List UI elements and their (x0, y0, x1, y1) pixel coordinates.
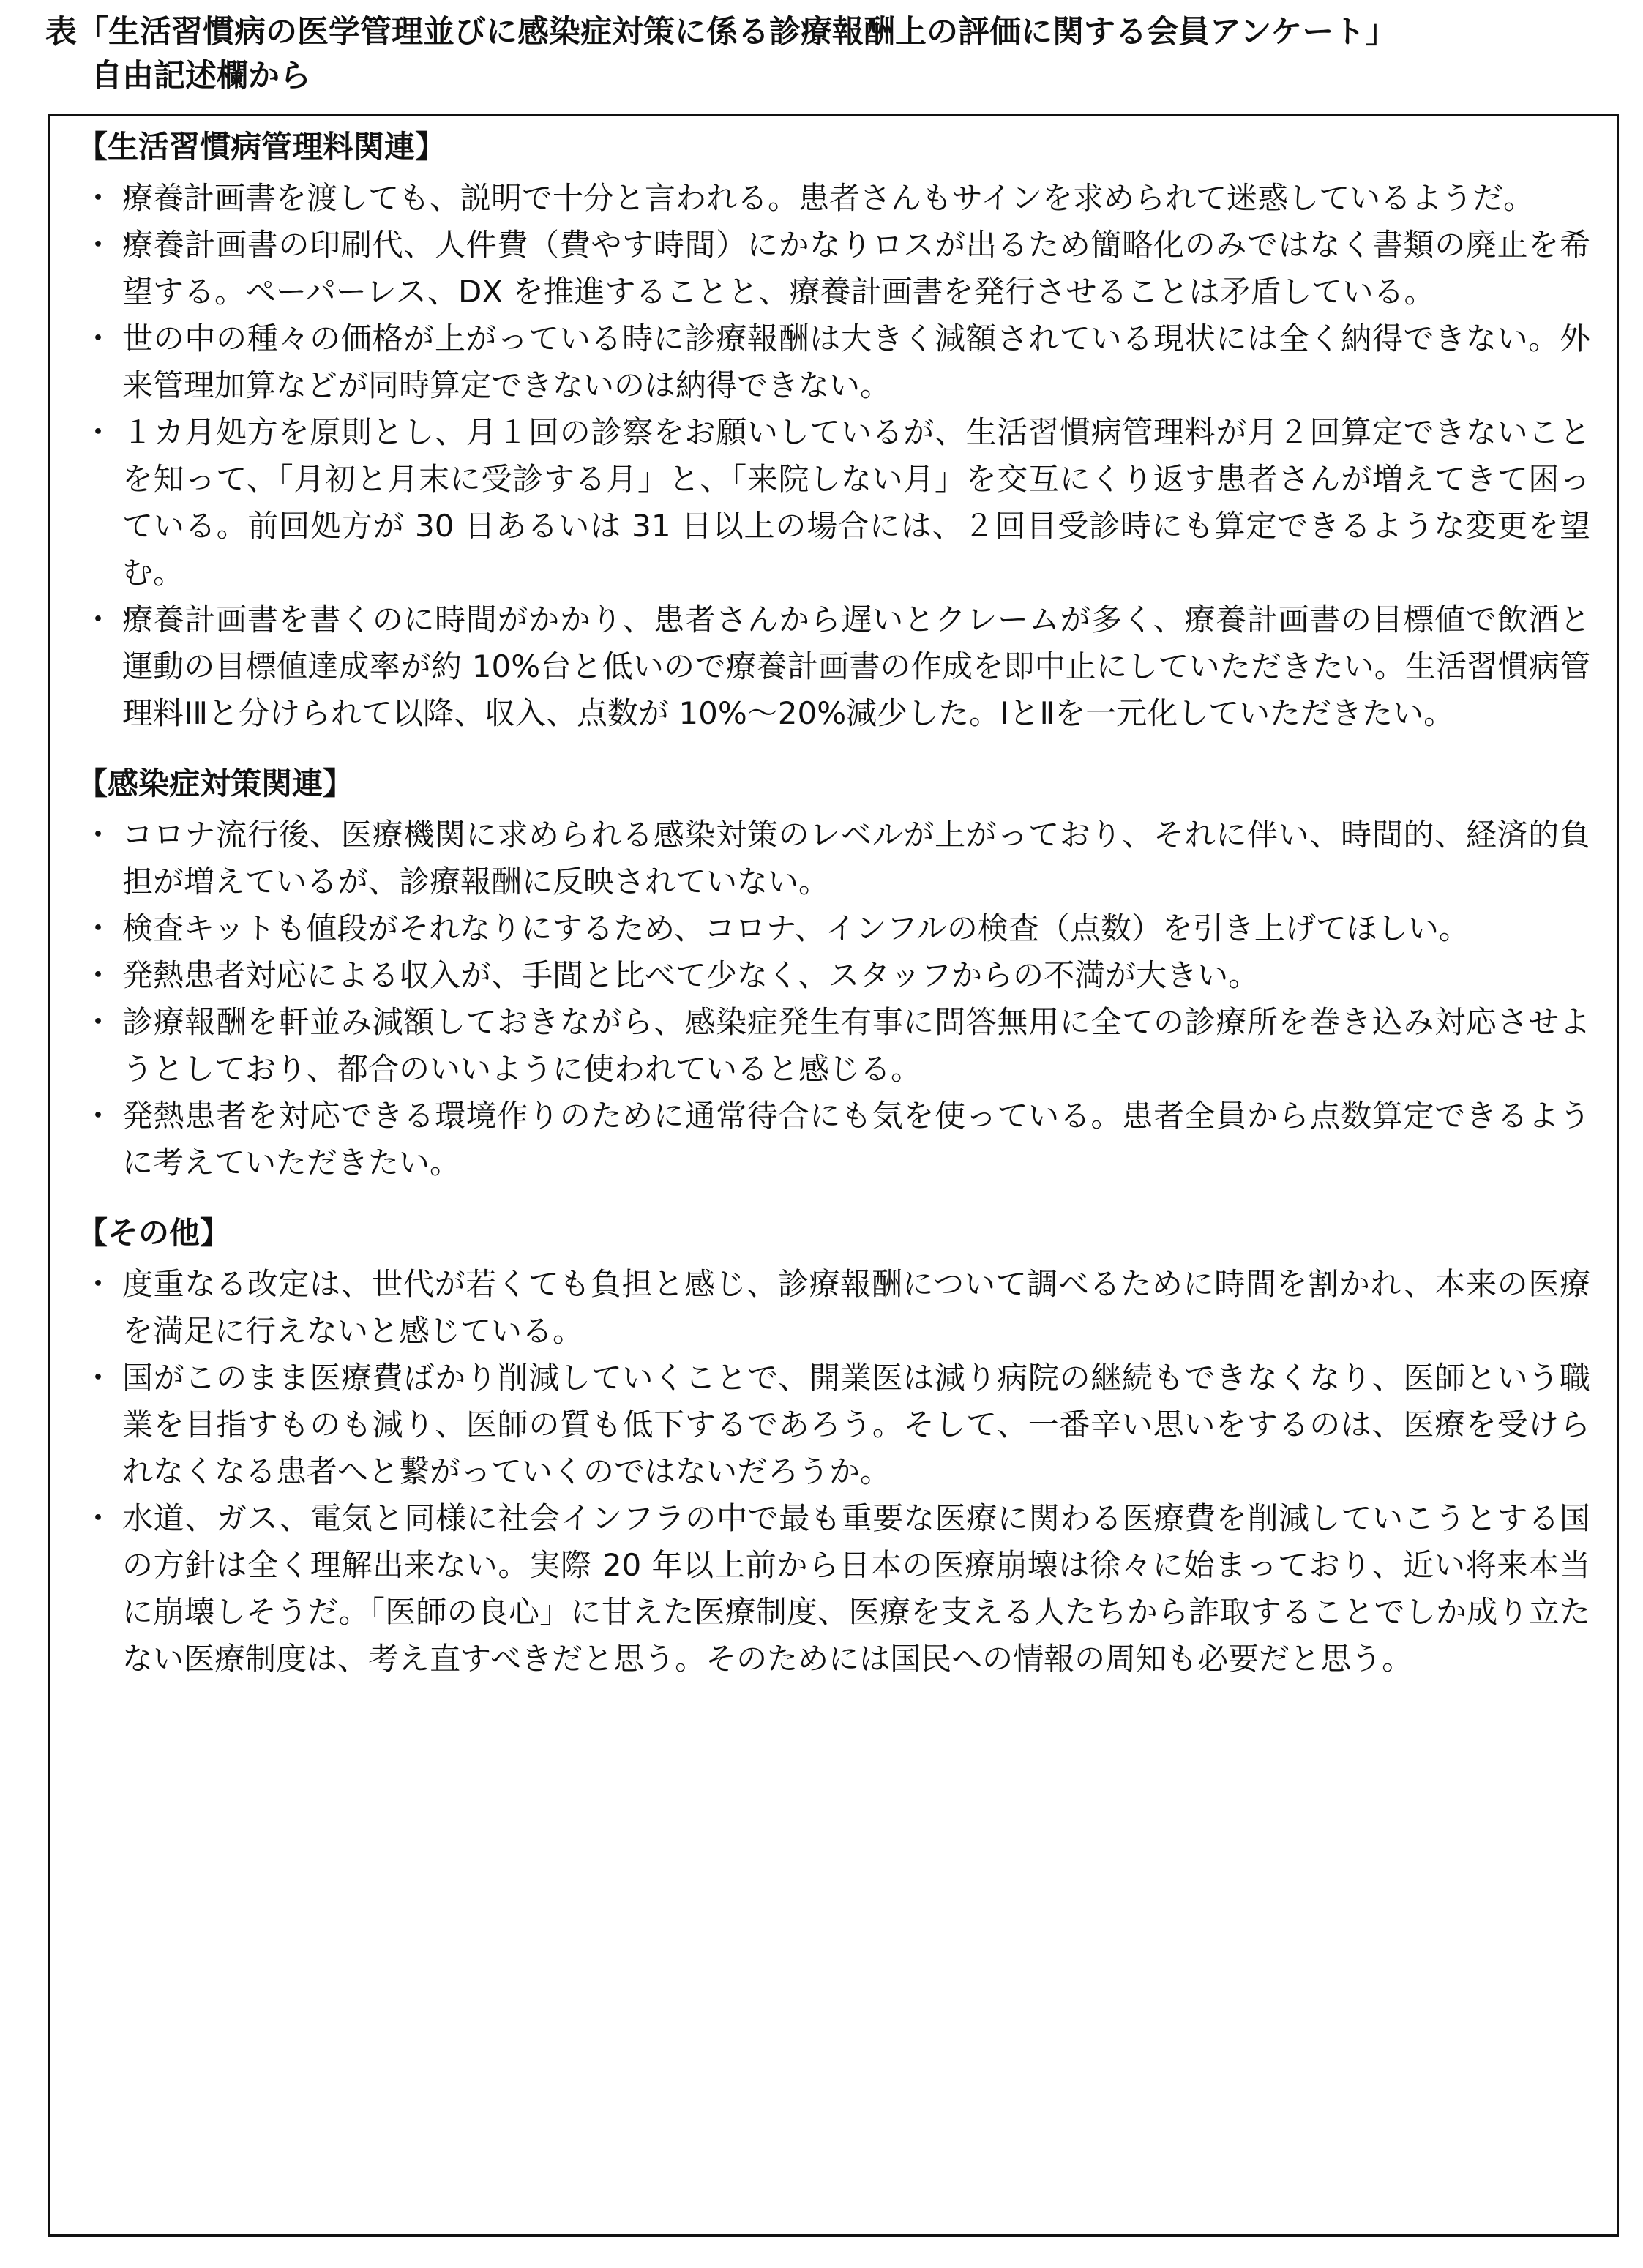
comment-text: １カ月処方を原則とし、月１回の診察をお願いしているが、生活習慣病管理料が月２回算定できないことを知って、「月初と月末に受診する月」と、「来院しない月」を交互にくり返す患者さんが増えてきて困っている。前回処方が 30 日あるいは 31 日以上の場合には、２回目受診時にも算定できるような変更を望む。 (122, 414, 1590, 591)
comment-item (77, 409, 1590, 596)
bullet-mark: ・ (83, 321, 114, 356)
comment-text: 国がこのまま医療費ばかり削減していくことで、開業医は減り病院の継続もできなくなり、医師という職業を目指すものも減り、医師の質も低下するであろう。そして、一番辛い思いをするのは、医療を受けられなくなる患者へと繋がっていくのではないだろうか。 (122, 1360, 1590, 1489)
bullet-mark: ・ (83, 602, 114, 637)
comment-item (77, 999, 1590, 1093)
comment-list (77, 1261, 1590, 1683)
bullet-mark: ・ (83, 817, 114, 853)
comment-item (77, 1093, 1590, 1186)
section-heading: 【その他】 (77, 1215, 231, 1251)
comment-text: 発熱患者を対応できる環境作りのために通常待合にも気を使っている。患者全員から点数算定できるように考えていただきたい。 (122, 1098, 1590, 1180)
comment-text: 発熱患者対応による収入が、手間と比べて少なく、スタッフからの不満が大きい。 (122, 957, 1260, 993)
comment-text: コロナ流行後、医療機関に求められる感染対策のレベルが上がっており、それに伴い、時間的、経済的負担が増えているが、診療報酬に反映されていない。 (122, 817, 1590, 899)
comment-text: 度重なる改定は、世代が若くても負担と感じ、診療報酬について調べるために時間を割かれ、本来の医療を満足に行えないと感じている。 (122, 1266, 1590, 1349)
comment-item (77, 222, 1590, 315)
comment-text: 療養計画書の印刷代、人件費（費やす時間）にかなりロスが出るため簡略化のみではなく書類の廃止を希望する。ペーパーレス、DX を推進することと、療養計画書を発行させることは矛盾している。 (122, 227, 1590, 310)
bullet-mark: ・ (83, 227, 114, 263)
comment-item (77, 1355, 1590, 1495)
comment-item (77, 315, 1590, 409)
comment-text: 診療報酬を軒並み減額しておきながら、感染症発生有事に問答無用に全ての診療所を巻き込み対応させようとしており、都合のいいように使われていると感じる。 (122, 1004, 1590, 1087)
comment-text: 療養計画書を渡しても、説明で十分と言われる。患者さんもサインを求められて迷惑しているようだ。 (122, 180, 1535, 216)
comment-text: 療養計画書を書くのに時間がかかり、患者さんから遅いとクレームが多く、療養計画書の目標値で飲酒と運動の目標値達成率が約 10%台と低いので療養計画書の作成を即中止にしていただきたい。生活習慣病管理料ⅠⅡと分けられて以降、収入、点数が 10%～20%減少した。ⅠとⅡを一元化していただきたい。 (122, 602, 1590, 731)
section-heading: 【生活習慣病管理料関連】 (77, 129, 446, 165)
section-heading: 【感染症対策関連】 (77, 766, 354, 801)
bullet-mark: ・ (83, 1266, 114, 1302)
comment-item (77, 1495, 1590, 1683)
section-infection-control (77, 762, 1590, 1186)
document-title-line2: 自由記述欄から (91, 58, 311, 94)
section-lifestyle-disease (77, 125, 1590, 737)
comment-item (77, 812, 1590, 905)
bullet-mark: ・ (83, 957, 114, 993)
comment-list (77, 812, 1590, 1186)
comments-box (48, 114, 1619, 2237)
bullet-mark: ・ (83, 1098, 114, 1134)
comment-item (77, 952, 1590, 999)
comment-text: 水道、ガス、電気と同様に社会インフラの中で最も重要な医療に関わる医療費を削減していこうとする国の方針は全く理解出来ない。実際 20 年以上前から日本の医療崩壊は徐々に始まっており、近い将来本当に崩壊しそうだ。「医師の良心」に甘えた医療制度、医療を支える人たちから詐取することでしか成り立たない医療制度は、考え直すべきだと思う。そのためには国民への情報の周知も必要だと思う。 (122, 1500, 1590, 1677)
comment-text: 世の中の種々の価格が上がっている時に診療報酬は大きく減額されている現状には全く納得できない。外来管理加算などが同時算定できないのは納得できない。 (122, 321, 1590, 403)
comment-item (77, 596, 1590, 737)
comment-list (77, 175, 1590, 737)
bullet-mark: ・ (83, 414, 114, 450)
document-title-line1: 表「生活習慣病の医学管理並びに感染症対策に係る診療報酬上の評価に関する会員アンケート」 (45, 14, 1397, 50)
bullet-mark: ・ (83, 180, 114, 216)
bullet-mark: ・ (83, 1360, 114, 1396)
section-other (77, 1211, 1590, 1683)
comment-item (77, 1261, 1590, 1355)
comment-item (77, 905, 1590, 952)
bullet-mark: ・ (83, 1500, 114, 1536)
document-title (45, 10, 1626, 98)
comment-item (77, 175, 1590, 222)
bullet-mark: ・ (83, 910, 114, 946)
bullet-mark: ・ (83, 1004, 114, 1040)
comment-text: 検査キットも値段がそれなりにするため、コロナ、インフルの検査（点数）を引き上げてほしい。 (122, 910, 1470, 946)
